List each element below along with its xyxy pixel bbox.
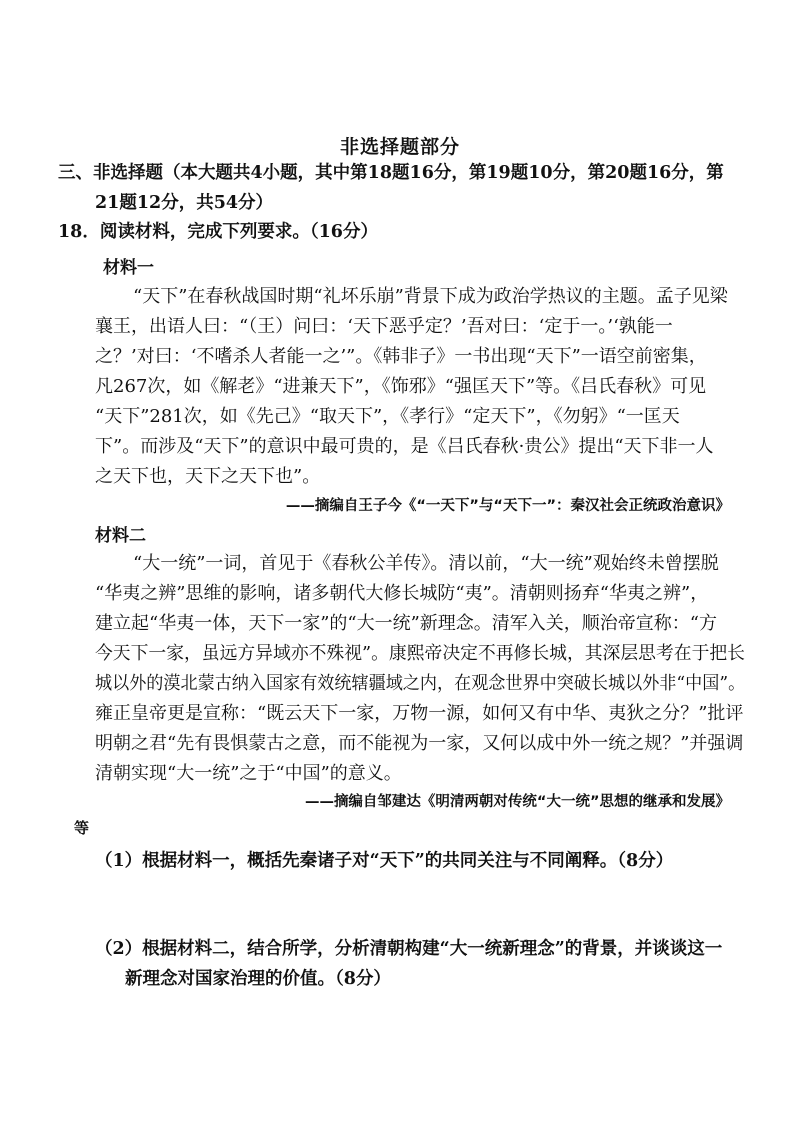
sub-question-2-line-1: （2）根据材料二，结合所学，分析清朝构建“大一统新理念”的背景，并谈谈这一 <box>95 939 723 959</box>
material-2-line: 建立起“华夷一体，天下一家”的“大一统”新理念。清军入关，顺治帝宣称：“方 <box>95 613 718 634</box>
material-2-source: ——摘编自邹建达《明清两朝对传统“大一统”思想的继承和发展》 <box>304 794 730 810</box>
section-header-line-1: 三、非选择题（本大题共4小题，其中第18题16分，第19题10分，第20题16分，第 <box>58 163 724 183</box>
material-2-line: 明朝之君“先有畏惧蒙古之意，而不能视为一家，又何以成中外一统之规？”并强调 <box>95 733 744 754</box>
material-1-source: ——摘编自王子今《“一天下”与“天下一”：秦汉社会正统政治意识》 <box>285 498 730 514</box>
sub-question-2-line-2: 新理念对国家治理的价值。（8分） <box>125 969 391 989</box>
question-18-stem: 18．阅读材料，完成下列要求。（16分） <box>58 222 378 242</box>
material-1-label: 材料一 <box>103 258 154 278</box>
material-1-line: “天下”281次，如《先己》“取天下”，《孝行》“定天下”，《勿躬》“一匡天 <box>95 406 680 427</box>
material-1-line: 下”。而涉及“天下”的意识中最可贵的，是《吕氏春秋·贵公》提出“天下非一人 <box>95 436 714 457</box>
material-2-line: 清朝实现“大一统”之于“中国”的意义。 <box>95 763 402 784</box>
material-1-line: 之天下也，天下之天下也”。 <box>95 466 321 487</box>
material-1-line: 凡267次，如《解老》“进兼天下”，《饰邪》“强匡天下”等。《吕氏春秋》可见 <box>95 376 707 397</box>
material-2-line: 今天下一家，虽远方异域亦不殊视”。康熙帝决定不再修长城，其深层思考在于把长 <box>95 643 745 664</box>
material-2-line: “华夷之辨”思维的影响，诸多朝代大修长城防“夷”。清朝则扬弃“华夷之辨”， <box>95 583 709 604</box>
section-header-line-2: 21题12分，共54分） <box>95 193 274 213</box>
section-title: 非选择题部分 <box>339 136 460 158</box>
material-1-line: 之？’对曰：‘不嗜杀人者能一之’”。《韩非子》一书出现“天下”一语空前密集， <box>95 346 707 367</box>
material-1-line: “天下”在春秋战国时期“礼坏乐崩”背景下成为政治学热议的主题。孟子见梁 <box>133 286 728 307</box>
material-2-label: 材料二 <box>95 526 146 546</box>
sub-question-1: （1）根据材料一，概括先秦诸子对“天下”的共同关注与不同阐释。（8分） <box>95 851 674 871</box>
material-2-line: 城以外的漠北蒙古纳入国家有效统辖疆域之内，在观念世界中突破长城以外非“中国”。 <box>95 673 746 694</box>
material-2-line: 雍正皇帝更是宣称：“既云天下一家，万物一源，如何又有中华、夷狄之分？”批评 <box>95 703 744 724</box>
material-2-line: “大一统”一词，首见于《春秋公羊传》。清以前，“大一统”观始终未曾摆脱 <box>133 553 719 574</box>
stray-mark: 等 <box>74 819 90 837</box>
material-1-line: 襄王，出语人曰：“（王）问曰：‘天下恶乎定？’吾对曰：‘定于一。’‘孰能一 <box>95 316 673 337</box>
